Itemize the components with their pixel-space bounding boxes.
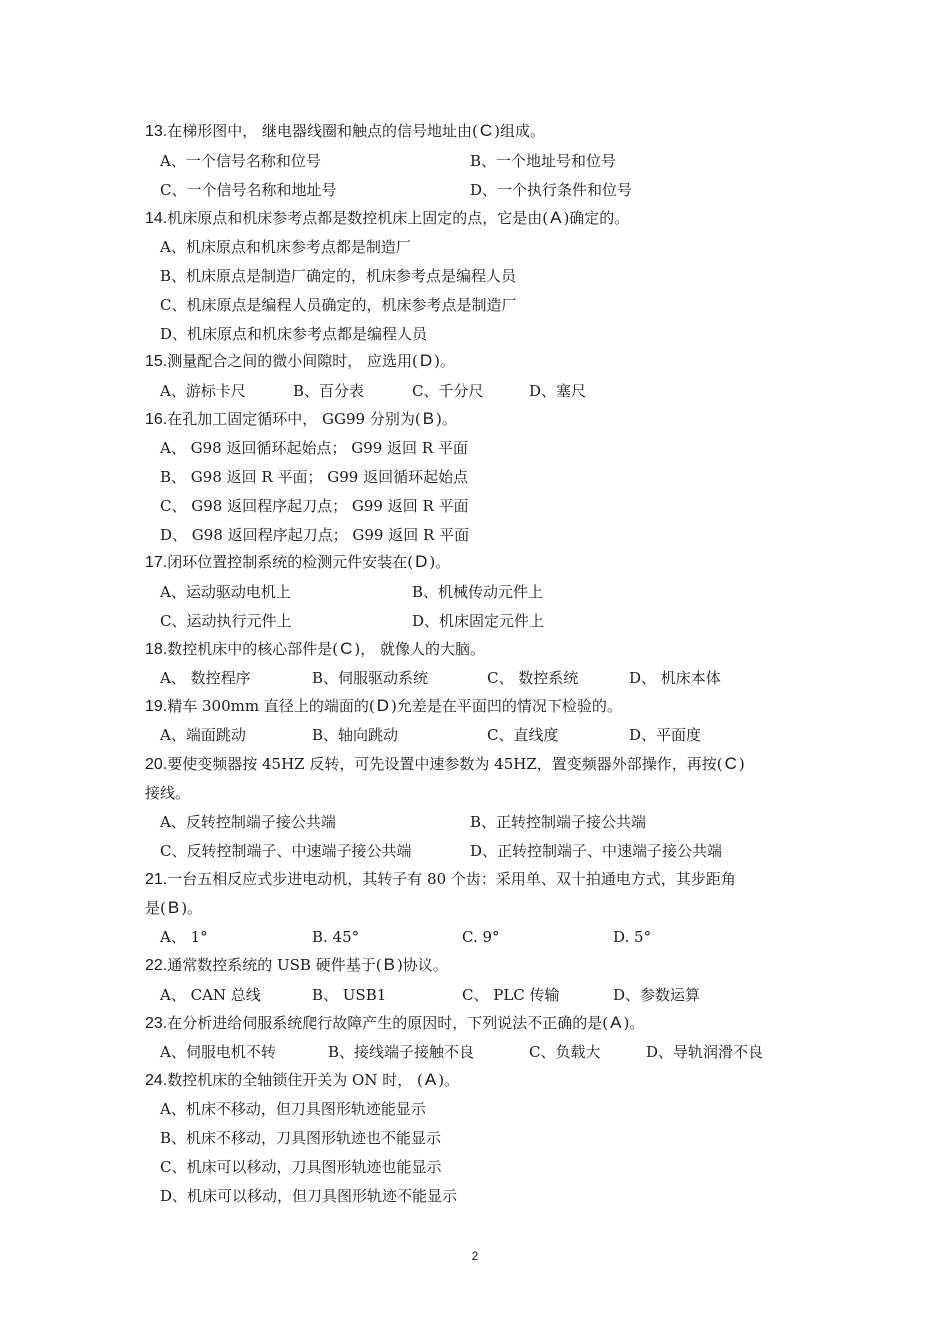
- answer-letter: C: [724, 754, 737, 773]
- question-15-stem: 15.测量配合之间的微小间隙时， 应选用( D )。: [145, 351, 456, 370]
- option-c: C、机床原点是编程人员确定的，机床参考点是制造厂: [160, 296, 517, 314]
- option-a: A、 G98 返回循环起始点； G99 返回 R 平面: [160, 439, 468, 457]
- option-b: B、正转控制端子接公共端: [470, 813, 647, 831]
- question-number: 18.: [145, 641, 168, 658]
- answer-letter: B: [167, 898, 180, 917]
- option-a: A、端面跳动: [160, 726, 246, 744]
- option-c: C. 9°: [462, 928, 500, 946]
- option-b: B、轴向跳动: [312, 726, 399, 744]
- option-a: A、一个信号名称和位号: [160, 152, 321, 170]
- option-a: A、 1°: [160, 928, 208, 946]
- option-c: C、直线度: [487, 726, 559, 744]
- question-number: 19.: [145, 698, 168, 715]
- question-20-stem: 20.要使变频器按 45HZ 反转，可先设置中速参数为 45HZ，置变频器外部操作，再按( C ): [145, 754, 745, 773]
- answer-letter: D: [415, 552, 428, 571]
- option-b: B、一个地址号和位号: [470, 152, 617, 170]
- question-number: 23.: [145, 1015, 168, 1032]
- answer-letter: A: [610, 1013, 622, 1032]
- option-b: B、伺服驱动系统: [312, 669, 429, 687]
- option-a: A、 CAN 总线: [160, 986, 261, 1004]
- option-b: B、接线端子接触不良: [328, 1043, 475, 1061]
- option-a: A、 数控程序: [160, 669, 251, 687]
- option-b: B、 G98 返回 R 平面； G99 返回循环起始点: [160, 468, 469, 486]
- question-number: 22.: [145, 957, 168, 974]
- option-d: D、导轨润滑不良: [646, 1043, 764, 1061]
- option-a: A、运动驱动电机上: [160, 583, 291, 601]
- question-number: 17.: [145, 554, 168, 571]
- question-16-stem: 16.在孔加工固定循环中， GG99 分别为( B )。: [145, 409, 457, 428]
- option-d: D、塞尺: [529, 382, 587, 400]
- question-17-stem: 17.闭环位置控制系统的检测元件安装在( D )。: [145, 552, 451, 571]
- question-18-stem: 18.数控机床中的核心部件是( C )， 就像人的大脑。: [145, 639, 486, 658]
- question-14-stem: 14.机床原点和机床参考点都是数控机床上固定的点，它是由( A )确定的。: [145, 208, 630, 227]
- question-number: 14.: [145, 210, 168, 227]
- option-d: D、机床固定元件上: [412, 612, 545, 630]
- option-c: C、反转控制端子、中速端子接公共端: [160, 842, 412, 860]
- option-c: C、负载大: [529, 1043, 601, 1061]
- answer-letter: D: [419, 351, 433, 370]
- question-number: 20.: [145, 756, 168, 773]
- answer-letter: B: [422, 409, 435, 428]
- option-b: B、机床不移动，刀具图形轨迹也不能显示: [160, 1129, 442, 1147]
- option-a: A、伺服电机不转: [160, 1043, 276, 1061]
- question-23-stem: 23.在分析进给伺服系统爬行故障产生的原因时，下列说法不正确的是( A )。: [145, 1013, 645, 1032]
- question-21-stem: 21.一台五相反应式步进电动机，其转子有 80 个齿：采用单、双十拍通电方式，其步距角: [145, 870, 736, 888]
- question-24-stem: 24.数控机床的全轴锁住开关为 ON 时， ( A )。: [145, 1070, 460, 1089]
- option-b: B、机械传动元件上: [412, 583, 544, 601]
- option-c: C、 G98 返回程序起刀点； G99 返回 R 平面: [160, 497, 469, 515]
- answer-letter: C: [479, 121, 493, 140]
- answer-letter: A: [424, 1070, 437, 1089]
- option-c: C、机床可以移动，刀具图形轨迹也能显示: [160, 1158, 442, 1176]
- answer-letter: D: [376, 696, 389, 715]
- answer-letter: B: [383, 955, 395, 974]
- option-d: D、机床可以移动，但刀具图形轨迹不能显示: [160, 1187, 458, 1205]
- option-d: D、一个执行条件和位号: [470, 181, 633, 199]
- question-19-stem: 19.精车 300mm 直径上的端面的( D )允差是在平面凹的情况下检验的。: [145, 696, 622, 715]
- question-number: 24.: [145, 1072, 168, 1089]
- option-b: B. 45°: [312, 928, 360, 946]
- question-20-stem-cont: 接线。: [145, 784, 191, 802]
- option-a: A、机床原点和机床参考点都是制造厂: [160, 238, 411, 256]
- option-a: A、反转控制端子接公共端: [160, 813, 336, 831]
- question-number: 13.: [145, 123, 168, 140]
- option-c: C、 PLC 传输: [462, 986, 560, 1004]
- question-21-stem-cont: 是( B )。: [145, 898, 203, 917]
- option-c: C、 数控系统: [487, 669, 579, 687]
- question-number: 15.: [145, 353, 168, 370]
- option-c: C、一个信号名称和地址号: [160, 181, 337, 199]
- option-d: D、参数运算: [613, 986, 701, 1004]
- answer-letter: A: [550, 208, 562, 227]
- question-22-stem: 22.通常数控系统的 USB 硬件基于( B )协议。: [145, 955, 448, 974]
- option-c: C、千分尺: [412, 382, 484, 400]
- option-d: D、机床原点和机床参考点都是编程人员: [160, 325, 428, 343]
- option-d: D、 机床本体: [629, 669, 721, 687]
- option-c: C、运动执行元件上: [160, 612, 292, 630]
- page-number: 2: [471, 1249, 479, 1263]
- option-d: D、 G98 返回程序起刀点； G99 返回 R 平面: [160, 526, 470, 544]
- option-a: A、游标卡尺: [160, 382, 246, 400]
- option-b: B、 USB1: [312, 986, 387, 1004]
- option-d: D. 5°: [613, 928, 652, 946]
- option-b: B、机床原点是制造厂确定的，机床参考点是编程人员: [160, 267, 517, 285]
- option-d: D、平面度: [629, 726, 702, 744]
- question-number: 21.: [145, 871, 168, 888]
- question-number: 16.: [145, 411, 168, 428]
- option-a: A、机床不移动，但刀具图形轨迹能显示: [160, 1100, 426, 1118]
- option-b: B、百分表: [293, 382, 365, 400]
- question-13-stem: 13.在梯形图中， 继电器线圈和触点的信号地址由( C )组成。: [145, 121, 546, 140]
- answer-letter: C: [340, 639, 353, 658]
- option-d: D、正转控制端子、中速端子接公共端: [470, 842, 723, 860]
